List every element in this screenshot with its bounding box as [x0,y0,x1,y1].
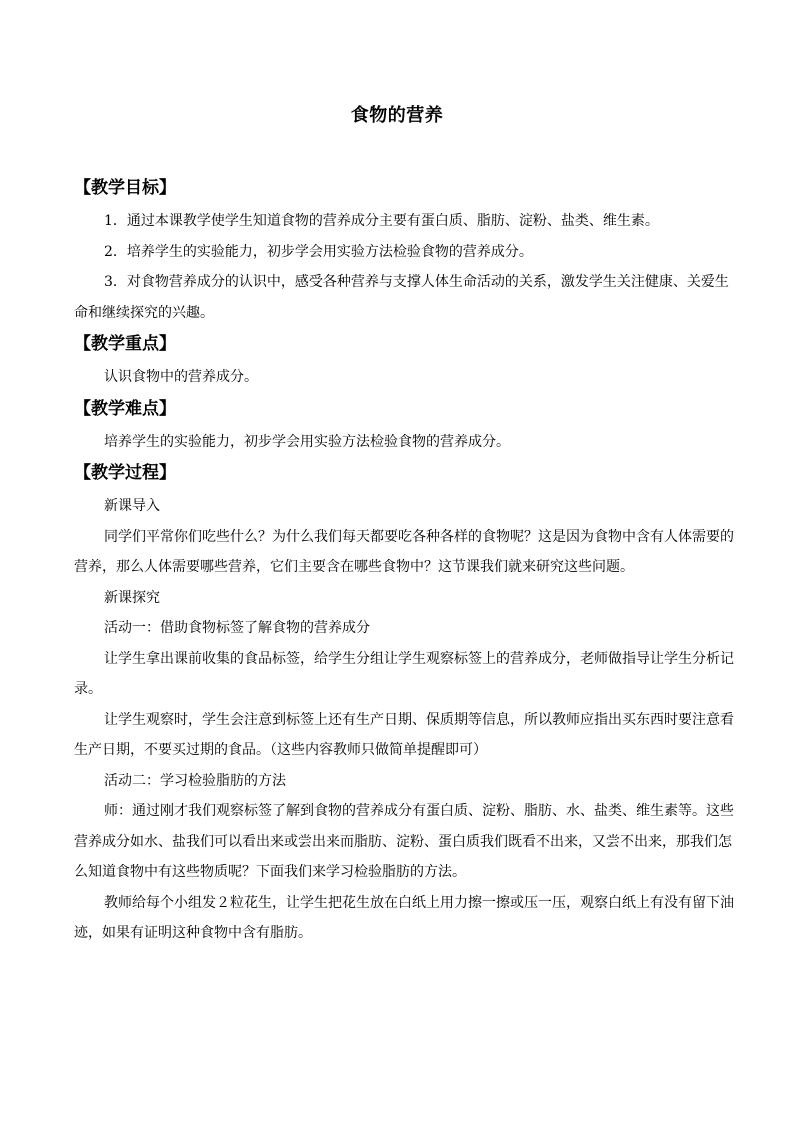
process-paragraph: 教师给每个小组发２粒花生，让学生把花生放在白纸上用力擦一擦或压一压，观察白纸上有没有留下油迹，如果有证明这种食物中含有脂肪。 [74,894,734,941]
section-heading-key-points: 【教学重点】 [74,334,176,354]
process-paragraph: 活动一：借助食物标签了解食物的营养成分 [104,620,370,636]
process-paragraph: 同学们平常你们吃些什么？为什么我们每天都要吃各种各样的食物呢？这是因为食物中含有人体需要的营养，那么人体需要哪些营养，它们主要含在哪些食物中？这节课我们就来研究这些问题。 [74,528,734,575]
process-paragraph: 新课导入 [104,498,160,514]
process-paragraph: 新课探究 [104,589,160,606]
process-paragraph: 让学生观察时，学生会注意到标签上还有生产日期、保质期等信息，所以教师应指出买东西时要注意看生产日期，不要买过期的食品。（这些内容教师只做简单提醒即可） [74,711,734,758]
process-paragraph: 让学生拿出课前收集的食品标签，给学生分组让学生观察标签上的营养成分，老师做指导让学生分析记录。 [74,650,734,697]
section-heading-difficulties: 【教学难点】 [74,398,176,419]
goal-item-3: 3．对食物营养成分的认识中，感受各种营养与支撑人体生命活动的关系，激发学生关注健康、关爱生命和继续探究的兴趣。 [74,274,729,321]
key-points-text: 认识食物中的营养成分。 [104,369,258,385]
process-paragraph: 师：通过刚才我们观察标签了解到食物的营养成分有蛋白质、淀粉、脂肪、水、盐类、维生素等。这些营养成分如水、盐我们可以看出来或尝出来而脂肪、淀粉、蛋白质我们既看不出来，又尝不出来，那我们怎么知道食物中有这些物质呢？下面我们来学习检验脂肪的方法。 [74,803,734,880]
goal-item-1: 1．通过本课教学使学生知道食物的营养成分主要有蛋白质、脂肪、淀粉、盐类、维生素。 [104,213,659,229]
goal-item-2: 2．培养学生的实验能力，初步学会用实验方法检验食物的营养成分。 [104,243,533,260]
section-heading-process: 【教学过程】 [74,463,176,483]
section-heading-goals: 【教学目标】 [74,178,176,198]
process-paragraph: 活动二：学习检验脂肪的方法 [104,772,286,789]
document-body [74,172,734,949]
document-title: 食物的营养 [350,105,444,126]
difficulties-text: 培养学生的实验能力，初步学会用实验方法检验食物的营养成分。 [104,433,510,450]
